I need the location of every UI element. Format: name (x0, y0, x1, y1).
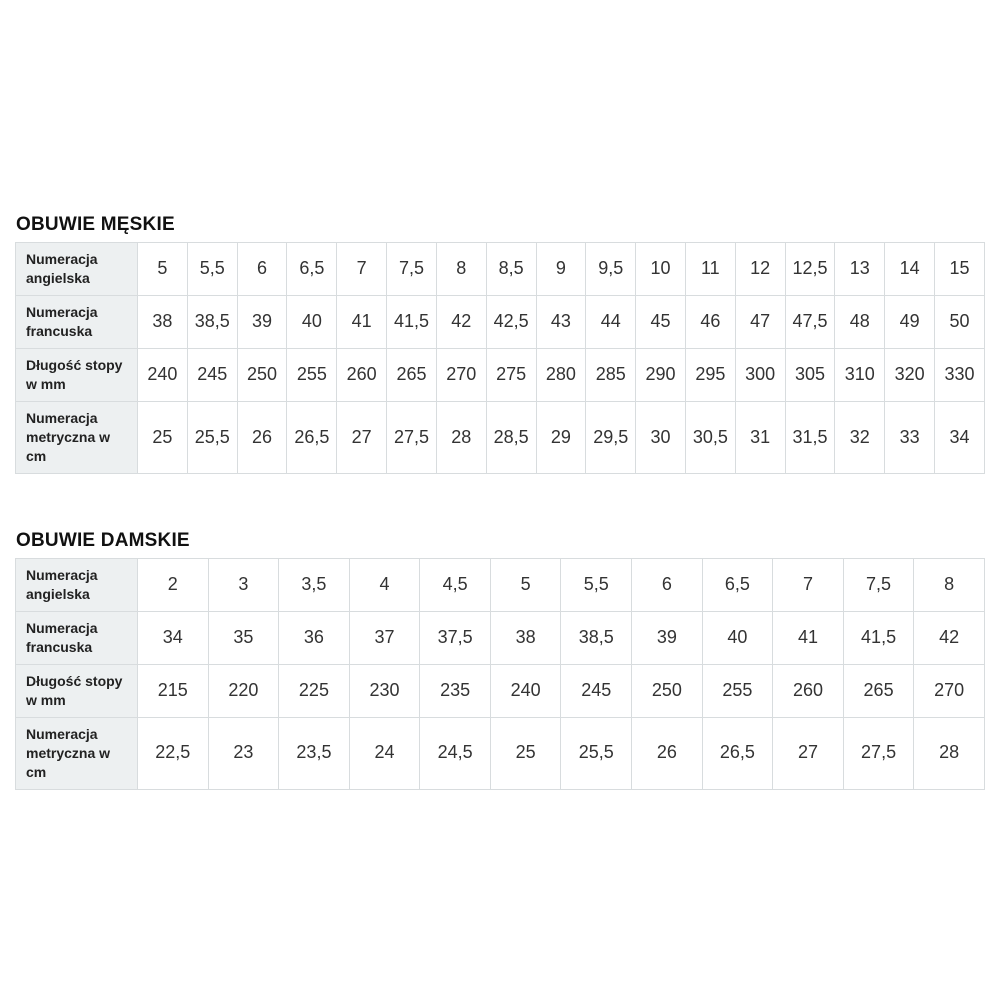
size-value-cell: 27,5 (843, 717, 914, 789)
size-value-cell: 9,5 (586, 242, 636, 295)
size-value-cell: 46 (685, 295, 735, 348)
table-row (16, 295, 985, 348)
size-value-cell: 7,5 (843, 558, 914, 611)
size-value-cell: 265 (387, 348, 437, 401)
size-value-cell: 3,5 (279, 558, 350, 611)
size-value-cell: 37,5 (420, 611, 491, 664)
womens-size-table-body (16, 558, 985, 789)
row-header-label: Długość stopy w mm (16, 664, 138, 717)
size-value-cell: 27 (337, 401, 387, 473)
size-value-cell: 280 (536, 348, 586, 401)
table-row (16, 401, 985, 473)
size-value-cell: 26 (237, 401, 287, 473)
size-value-cell: 6,5 (287, 242, 337, 295)
size-value-cell: 40 (287, 295, 337, 348)
size-value-cell: 28 (436, 401, 486, 473)
size-value-cell: 28 (914, 717, 985, 789)
size-value-cell: 4 (349, 558, 420, 611)
size-value-cell: 50 (935, 295, 985, 348)
size-value-cell: 47,5 (785, 295, 835, 348)
size-value-cell: 37 (349, 611, 420, 664)
row-header-label: Numeracja francuska (16, 295, 138, 348)
table-row (16, 558, 985, 611)
size-value-cell: 26,5 (702, 717, 773, 789)
row-header-label: Numeracja angielska (16, 242, 138, 295)
size-value-cell: 245 (187, 348, 237, 401)
size-value-cell: 34 (935, 401, 985, 473)
size-value-cell: 28,5 (486, 401, 536, 473)
size-value-cell: 41,5 (387, 295, 437, 348)
size-value-cell: 220 (208, 664, 279, 717)
size-value-cell: 250 (632, 664, 703, 717)
size-value-cell: 6 (632, 558, 703, 611)
size-value-cell: 23 (208, 717, 279, 789)
size-value-cell: 230 (349, 664, 420, 717)
size-value-cell: 30 (636, 401, 686, 473)
size-value-cell: 26,5 (287, 401, 337, 473)
size-value-cell: 5,5 (187, 242, 237, 295)
size-value-cell: 48 (835, 295, 885, 348)
size-value-cell: 25,5 (187, 401, 237, 473)
size-value-cell: 14 (885, 242, 935, 295)
size-value-cell: 260 (773, 664, 844, 717)
size-value-cell: 11 (685, 242, 735, 295)
mens-shoes-section (15, 215, 985, 474)
size-value-cell: 23,5 (279, 717, 350, 789)
size-value-cell: 29,5 (586, 401, 636, 473)
womens-section-title: OBUWIE DAMSKIE (16, 529, 190, 551)
size-value-cell: 31 (735, 401, 785, 473)
size-value-cell: 7,5 (387, 242, 437, 295)
size-value-cell: 44 (586, 295, 636, 348)
size-value-cell: 285 (586, 348, 636, 401)
size-value-cell: 4,5 (420, 558, 491, 611)
size-value-cell: 10 (636, 242, 686, 295)
size-value-cell: 6 (237, 242, 287, 295)
size-value-cell: 3 (208, 558, 279, 611)
size-value-cell: 27,5 (387, 401, 437, 473)
size-value-cell: 5 (490, 558, 561, 611)
size-value-cell: 235 (420, 664, 491, 717)
womens-shoes-section (15, 531, 985, 790)
size-value-cell: 24,5 (420, 717, 491, 789)
size-value-cell: 300 (735, 348, 785, 401)
size-value-cell: 40 (702, 611, 773, 664)
size-value-cell: 41,5 (843, 611, 914, 664)
size-value-cell: 43 (536, 295, 586, 348)
size-value-cell: 47 (735, 295, 785, 348)
size-value-cell: 330 (935, 348, 985, 401)
size-value-cell: 39 (632, 611, 703, 664)
row-header-label: Numeracja francuska (16, 611, 138, 664)
size-value-cell: 35 (208, 611, 279, 664)
size-value-cell: 310 (835, 348, 885, 401)
womens-size-table (15, 558, 985, 790)
size-value-cell: 240 (138, 348, 188, 401)
size-value-cell: 295 (685, 348, 735, 401)
size-value-cell: 25,5 (561, 717, 632, 789)
size-value-cell: 255 (702, 664, 773, 717)
size-value-cell: 27 (773, 717, 844, 789)
table-row (16, 611, 985, 664)
size-value-cell: 8,5 (486, 242, 536, 295)
size-value-cell: 320 (885, 348, 935, 401)
size-value-cell: 215 (138, 664, 209, 717)
size-value-cell: 41 (337, 295, 387, 348)
size-value-cell: 24 (349, 717, 420, 789)
size-value-cell: 22,5 (138, 717, 209, 789)
size-value-cell: 9 (536, 242, 586, 295)
size-value-cell: 270 (436, 348, 486, 401)
size-value-cell: 12 (735, 242, 785, 295)
size-value-cell: 2 (138, 558, 209, 611)
mens-section-title: OBUWIE MĘSKIE (16, 214, 175, 235)
size-value-cell: 290 (636, 348, 686, 401)
size-value-cell: 13 (835, 242, 885, 295)
size-value-cell: 26 (632, 717, 703, 789)
size-value-cell: 15 (935, 242, 985, 295)
size-value-cell: 36 (279, 611, 350, 664)
size-value-cell: 38,5 (187, 295, 237, 348)
size-value-cell: 275 (486, 348, 536, 401)
size-chart-content (15, 215, 985, 790)
size-value-cell: 34 (138, 611, 209, 664)
size-value-cell: 25 (138, 401, 188, 473)
size-value-cell: 38 (490, 611, 561, 664)
size-value-cell: 8 (436, 242, 486, 295)
size-value-cell: 7 (337, 242, 387, 295)
size-value-cell: 225 (279, 664, 350, 717)
table-row (16, 664, 985, 717)
size-value-cell: 45 (636, 295, 686, 348)
size-value-cell: 42 (436, 295, 486, 348)
size-value-cell: 5,5 (561, 558, 632, 611)
row-header-label: Długość stopy w mm (16, 348, 138, 401)
size-value-cell: 260 (337, 348, 387, 401)
size-value-cell: 7 (773, 558, 844, 611)
table-row (16, 348, 985, 401)
size-value-cell: 42 (914, 611, 985, 664)
size-value-cell: 255 (287, 348, 337, 401)
size-value-cell: 8 (914, 558, 985, 611)
row-header-label: Numeracja angielska (16, 558, 138, 611)
size-value-cell: 32 (835, 401, 885, 473)
size-value-cell: 30,5 (685, 401, 735, 473)
size-value-cell: 240 (490, 664, 561, 717)
row-header-label: Numeracja metryczna w cm (16, 401, 138, 473)
size-value-cell: 38 (138, 295, 188, 348)
size-value-cell: 41 (773, 611, 844, 664)
size-value-cell: 42,5 (486, 295, 536, 348)
size-value-cell: 265 (843, 664, 914, 717)
size-value-cell: 6,5 (702, 558, 773, 611)
size-value-cell: 25 (490, 717, 561, 789)
size-value-cell: 250 (237, 348, 287, 401)
size-value-cell: 49 (885, 295, 935, 348)
size-value-cell: 245 (561, 664, 632, 717)
size-value-cell: 33 (885, 401, 935, 473)
mens-size-table (15, 242, 985, 474)
table-row (16, 242, 985, 295)
size-value-cell: 305 (785, 348, 835, 401)
size-value-cell: 39 (237, 295, 287, 348)
row-header-label: Numeracja metryczna w cm (16, 717, 138, 789)
table-row (16, 717, 985, 789)
size-value-cell: 29 (536, 401, 586, 473)
size-value-cell: 270 (914, 664, 985, 717)
size-value-cell: 5 (138, 242, 188, 295)
size-value-cell: 31,5 (785, 401, 835, 473)
size-value-cell: 38,5 (561, 611, 632, 664)
size-value-cell: 12,5 (785, 242, 835, 295)
mens-size-table-body (16, 242, 985, 473)
